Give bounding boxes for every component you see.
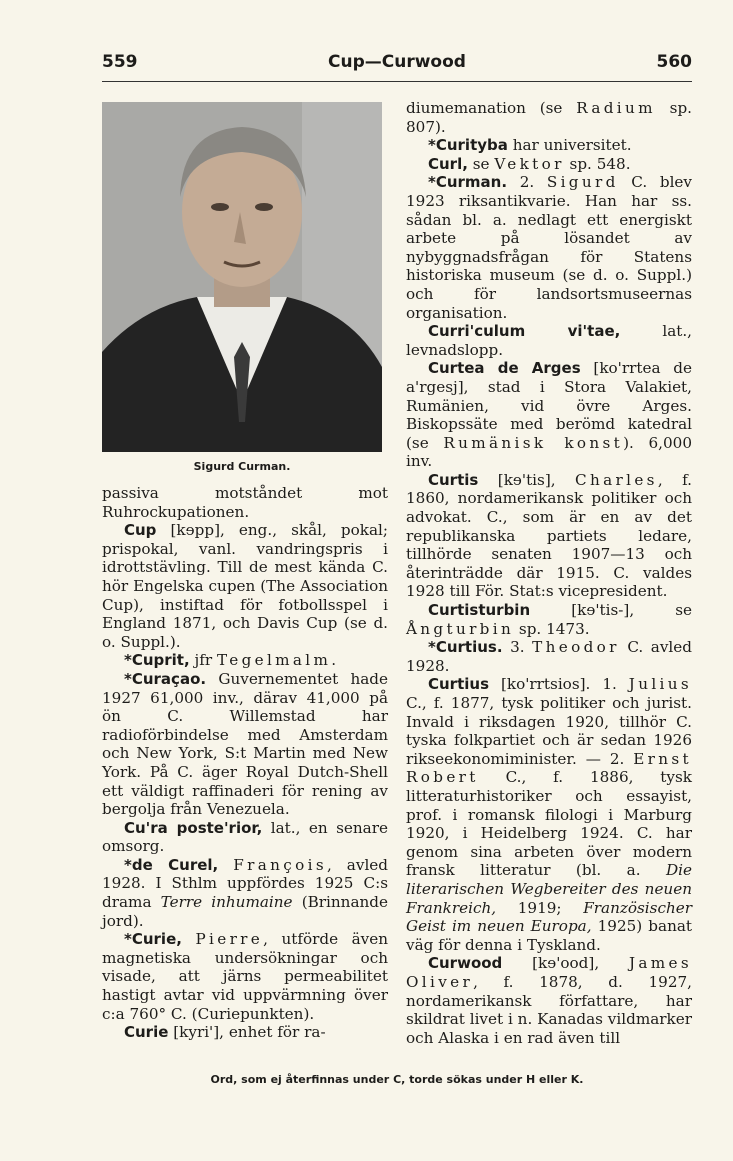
entry-curie-unit: Curie [kyri'], enhet för ra- (124, 1023, 326, 1042)
page-footer-note: Ord, som ej återfinnas under C, torde sökas under H eller K. (210, 1073, 584, 1086)
entry-cura-posterior: Cu'ra poste'rior, lat., en senare omsorg. (102, 818, 388, 856)
portrait-photo (102, 102, 382, 452)
entry-curman: *Curman. 2. Sigurd C. blev 1923 riksantikvarie. Han har ss. sådan bl. a. nedlagt ett energiskt arbete på lösandet av nybyggnadsfrågan för Statens historiska museum (se d. o. Suppl.) och för landsortsmuseernas organisation. (406, 173, 692, 322)
page-header (102, 52, 692, 82)
entry-curtea-de-arges: Curtea de Arges [ko'rrtea de a'rgesj], stad i Stora Valakiet, Rumänien, vid övre Arges. Biskopssäte med berömd katedral (se Rumänisk konst). 6,000 inv. (406, 359, 692, 471)
running-title: Cup—Curwood (328, 52, 466, 72)
entry-curityba: *Curityba har universitet. (428, 136, 632, 155)
entry-curriculum-vitae: Curri'culum vi'tae, lat., levnadslopp. (406, 322, 693, 359)
portrait-illustration (102, 102, 382, 452)
entry-curtis: Curtis [kɘ'tis], Charles, f. 1860, nordamerikansk politiker och advokat. C., som är en av det republikanska partiets ledare, tillhörde senaten 1907—13 och återinträdde där 1915. C. valdes 1928 till För. Stat:s vicepresident. (406, 470, 692, 601)
page-number-left: 559 (102, 52, 138, 72)
entry-de-curel: *de Curel, François, avled 1928. I Sthlm uppfördes 1925 C:s drama Terre inhumaine (Brinnande jord). (102, 855, 389, 930)
entry-cuprit: *Cuprit, jfr Tegelmalm. (124, 651, 337, 670)
entry-curtius-theodor: *Curtius. 3. Theodor C. avled 1928. (406, 638, 692, 675)
right-column (406, 99, 692, 1047)
header-rule (102, 81, 692, 82)
left-column (102, 484, 388, 1042)
entry-cup: Cup [kɘpp], eng., skål, pokal; prispokal, vanl. vandringspris i idrottstävling. Till de mest kända C. hör Engelska cupen (The Association Cup), instiftad för fotbollsspel i England 1871, och Davis Cup (se d. o. Suppl.). (102, 521, 388, 651)
entry-curtius: Curtius [ko'rrtsios]. 1. Julius C., f. 1877, tysk politiker och jurist. Invald i riksdagen 1920, tillhör C. tyska folkpartiet och är sedan 1926 rikseekonomiminister. — 2. Ernst Robert C., f. 1886, tysk litteraturhistoriker och essayist, prof. i romansk filologi i Marburg 1920, i Heidelberg 1924. C. har genom sina arbeten över modern fransk litteratur (bl. a. Die literarischen Wegbereiter des neuen Frankreich, 1919; Französischer Geist im neuen Europa, 1925) banat väg för denna i Tyskland. (406, 675, 693, 954)
entry-curacao: *Curaçao. Guvernementet hade 1927 61,000 inv., därav 41,000 på ön C. Willemstad har radioförbindelse med Amsterdam och New York, S:t Martin med New York. På C. äger Royal Dutch-Shell ett väldigt raffinaderi för rening av bergolja från Venezuela. (102, 669, 388, 819)
photo-caption: Sigurd Curman. (193, 460, 291, 473)
entry-continuation: passiva motståndet mot Ruhrockupationen. (102, 484, 388, 521)
entry-curtisturbin: Curtisturbin [kɘ'tis-], se Ångturbin sp. 1473. (406, 601, 692, 638)
entry-continuation: diumemanation (se Radium sp. 807). (406, 99, 692, 136)
page-number-right: 560 (656, 52, 692, 72)
entry-curwood: Curwood [kɘ'ood], James Oliver, f. 1878, d. 1927, nordamerikansk författare, har skildrat livet i n. Kanadas vildmarker och Alaska i en rad även till (406, 954, 692, 1047)
entry-curl: Curl, se Vektor sp. 548. (428, 154, 631, 173)
entry-curie-pierre: *Curie, Pierre, utförde även magnetiska undersökningar och visade, att järns permeabilitet hastigt avtar vid uppvärmning över c:a 760° C. (Curiepunkten). (102, 930, 388, 1023)
